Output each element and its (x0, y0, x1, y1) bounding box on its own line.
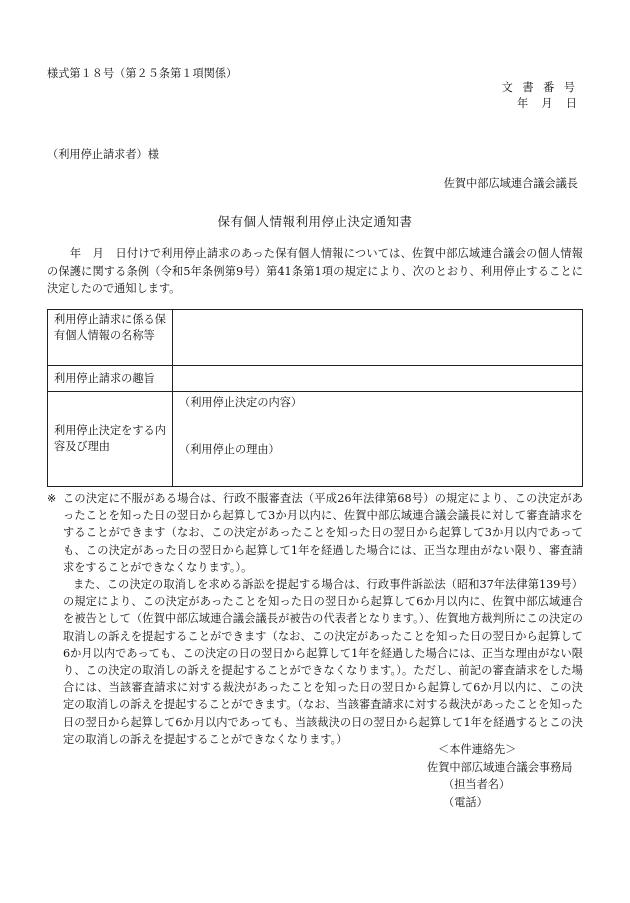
row-value-decision (173, 392, 583, 487)
table-row (48, 310, 583, 366)
contact-office: 佐賀中部広域連合議会事務局 (427, 760, 573, 774)
document-title: 保有個人情報利用停止決定通知書 (217, 214, 413, 229)
row-label-decision: 利用停止決定をする内容及び理由 (48, 392, 173, 487)
notice-mark: ※ (47, 492, 57, 505)
notice-paragraph-review: この決定に不服がある場合は、行政不服審査法（平成26年法律第68号）の規定により、この決定があったことを知った日の翌日から起算して3か月以内に、佐賀中部広域連合議会議長に対して審査請求をすることができます（なお、この決定があったことを知った日の翌日から起算して3か月以内であっても、この決定があった日の翌日から起算して1年を経過した場合には、正当な理由がない限り、審査請求をすることができなくなります。）。 (63, 492, 583, 574)
row-label-information-name: 利用停止請求に係る保有個人情報の名称等 (48, 310, 173, 366)
contact-person: （担当者名） (443, 778, 511, 791)
table-row (48, 392, 583, 487)
contact-phone: （電話） (443, 795, 488, 809)
appeal-notice (47, 490, 583, 748)
decision-table (47, 309, 583, 487)
intro-text: 年 月 日付けで利用停止請求のあった保有個人情報については、佐賀中部広域連合議会の個人情報の保護に関する条例（令和5年条例第9号）第41条第1項の規定により、次のとおり、利用停止することに決定したので通知します。 (47, 247, 583, 296)
table-row (48, 366, 583, 392)
row-label-request-purpose: 利用停止請求の趣旨 (48, 366, 173, 392)
decision-reason-heading: （利用停止の理由） (179, 443, 280, 456)
intro-paragraph (47, 245, 583, 298)
contact-heading: ＜本件連絡先＞ (438, 743, 517, 756)
sender: 佐賀中部広域連合議会議長 (443, 177, 578, 190)
contact-block (427, 741, 572, 811)
notice-paragraph-lawsuit: また、この決定の取消しを求める訴訟を提起する場合は、行政事件訴訟法（昭和37年法律第139号）の規定により、この決定があったことを知った日の翌日から起算して6か月以内に、佐賀中部広域連合を被告として（佐賀中部広域連合議会議長が被告の代表者となります。）、佐賀地方裁判所にこの決定の取消しの訴えを提起することができます（なお、この決定があったことを知った日の翌日から起算して6か月以内であっても、この決定の日の翌日から起算して1年を経過した場合には、正当な理由がない限り、この決定の取消しの訴えを提起することができなくなります。）。ただし、前記の審査請求をした場合には、当該審査請求に対する裁決があったことを知った日の翌日から起算して6か月以内に、この決定の取消しの訴えを提起することができます。（なお、当該審査請求に対する裁決があったことを知った日の翌日から起算して6か月以内であっても、当該裁決の日の翌日から起算して1年を経過するとこの決定の取消しの訴えを提起することができなくなります。） (63, 578, 583, 746)
decision-content-heading: （利用停止決定の内容） (179, 396, 303, 409)
row-value-request-purpose (173, 366, 583, 392)
document-date: 年 月 日 (517, 97, 578, 110)
document-number: 文 書 番 号 (501, 81, 578, 94)
addressee: （利用停止請求者）様 (47, 148, 159, 161)
form-number: 様式第１８号（第２５条第１項関係） (47, 67, 238, 80)
row-value-information-name (173, 310, 583, 366)
